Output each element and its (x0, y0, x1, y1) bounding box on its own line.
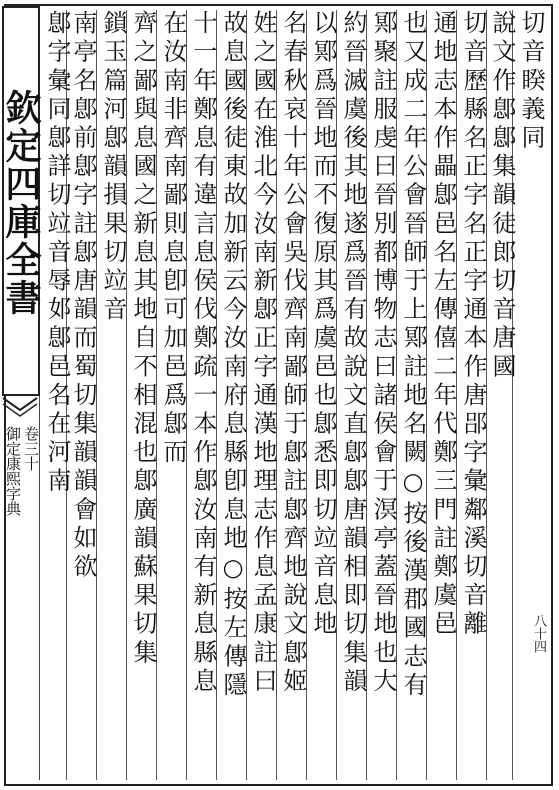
text-column: 也又成二年公會晉師于上鄍註地名闕○按後漢郡國志有 (399, 10, 427, 701)
text-column: 在汝南非齊南鄙則息卽可加邑爲鄎而 (159, 10, 187, 468)
folio-number: 八十四 (531, 614, 546, 653)
text-column: 齊之鄙與息國之新息其地自不相混也鄎廣韻蘇果切集 (129, 10, 157, 668)
collection-title: 御定康熙字典 (4, 426, 22, 516)
text-column: 切音歷縣名正字名正字通本作唐郘字彙鄰溪切音離 (459, 10, 487, 640)
text-column: 鄍聚註服虔曰晉別都博物志曰諸侯會于溟亭蓋晉地也大 (369, 10, 397, 697)
page-edge (0, 396, 40, 776)
text-column: 切音睽義同 (517, 10, 545, 153)
text-column: 十一年鄭息有違言息侯伐鄭疏一本作鄎汝南有新息縣息 (189, 10, 217, 697)
edge-divider (39, 396, 40, 780)
text-column: 鎖玉篇河鄎韻損果切竝音 (99, 10, 127, 325)
text-column: 說文作鄎鄎集韻徒郎切音唐國 (488, 10, 516, 382)
text-column: 名春秋哀十年公會吳伐齊南鄙師于鄎註鄎齊地說文鄎姬 (279, 10, 307, 697)
text-column: 鄎字彙同鄎詳切竝音辱邚鄎邑名在河南 (43, 10, 71, 497)
text-column: 約晉滅虞後其地遂爲晉有故說文直鄎鄎唐韻相即切集韻 (339, 10, 367, 697)
text-column: 以鄍爲晉地而不復原其爲虞邑也鄎悉即切竝音息地 (309, 10, 337, 640)
text-column: 南亭名鄎前鄎字註鄎唐韻而蜀切集韻韻會如欲 (69, 10, 97, 582)
volume-label: 卷三十 (22, 426, 40, 471)
text-column: 姓之國在淮北今汝南新鄎正字通漢地理志作息孟康註曰 (249, 10, 277, 697)
text-column: 故息國後徒東故加新云今汝南府息縣卽息地○按左傳隱 (219, 10, 247, 701)
title-bar: 欽定四庫全書 (2, 6, 40, 396)
fish-tail-mark-icon (1, 396, 39, 424)
text-column: 通地志本作畾鄎邑名左傳僖二年代鄭三門註鄭虞邑 (429, 10, 457, 640)
